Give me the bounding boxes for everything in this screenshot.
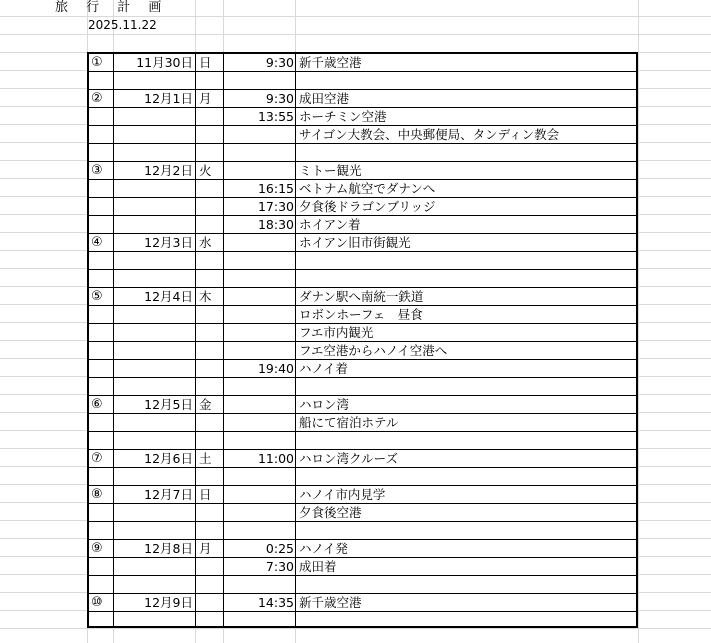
date-cell[interactable]	[115, 180, 193, 198]
weekday-cell[interactable]	[199, 360, 224, 378]
row-number[interactable]: ⑤	[91, 289, 103, 304]
description-cell[interactable]: フエ市内観光	[299, 325, 374, 340]
description-cell[interactable]	[299, 612, 639, 630]
date-cell[interactable]	[115, 414, 193, 432]
column-divider	[113, 54, 114, 626]
row-divider	[89, 449, 636, 450]
date-cell[interactable]: 12月6日	[144, 451, 193, 466]
row-divider	[89, 503, 636, 504]
row-number[interactable]	[91, 108, 113, 126]
weekday-cell[interactable]	[199, 612, 224, 630]
description-cell[interactable]: ハロン湾	[299, 397, 350, 412]
row-divider	[89, 323, 636, 324]
weekday-cell[interactable]	[199, 576, 224, 594]
time-cell[interactable]: 11:00	[257, 451, 294, 466]
time-cell[interactable]: 17:30	[257, 199, 294, 214]
description-cell[interactable]: ハノイ発	[299, 541, 348, 556]
sheet-title[interactable]: 旅 行 計 画	[55, 0, 169, 15]
weekday-cell[interactable]: 日	[199, 487, 212, 502]
row-divider	[89, 557, 636, 558]
weekday-cell[interactable]	[199, 378, 224, 396]
row-divider	[89, 377, 636, 378]
time-cell[interactable]	[226, 252, 294, 270]
row-number[interactable]: ⑩	[91, 595, 103, 610]
time-cell[interactable]	[226, 414, 294, 432]
row-number[interactable]	[91, 126, 113, 144]
description-cell[interactable]: 夕食後ドラゴンブリッジ	[299, 199, 436, 214]
row-divider	[89, 593, 636, 594]
row-divider	[89, 539, 636, 540]
weekday-cell[interactable]: 金	[199, 397, 212, 412]
row-number[interactable]	[91, 342, 113, 360]
date-cell[interactable]	[115, 504, 193, 522]
date-cell[interactable]	[115, 468, 193, 486]
row-number[interactable]	[91, 324, 113, 342]
row-divider	[89, 71, 636, 72]
description-cell[interactable]: ミトー観光	[299, 163, 362, 178]
date-cell[interactable]: 12月7日	[144, 487, 193, 502]
time-cell[interactable]: 0:25	[265, 541, 294, 556]
weekday-cell[interactable]	[199, 306, 224, 324]
date-cell[interactable]: 12月3日	[144, 235, 193, 250]
description-cell[interactable]	[299, 144, 639, 162]
weekday-cell[interactable]	[199, 252, 224, 270]
row-number[interactable]	[91, 216, 113, 234]
weekday-cell[interactable]: 月	[199, 91, 212, 106]
row-number[interactable]: ⑦	[91, 451, 103, 466]
date-cell[interactable]	[115, 342, 193, 360]
description-cell[interactable]	[299, 576, 639, 594]
row-number[interactable]	[91, 432, 113, 450]
time-cell[interactable]	[226, 378, 294, 396]
row-divider	[89, 251, 636, 252]
row-number[interactable]	[91, 252, 113, 270]
time-cell[interactable]	[226, 486, 294, 504]
description-cell[interactable]: ベトナム航空でダナンへ	[299, 181, 436, 196]
time-cell[interactable]	[226, 576, 294, 594]
time-cell[interactable]	[226, 72, 294, 90]
row-divider	[89, 215, 636, 216]
time-cell[interactable]	[226, 162, 294, 180]
time-cell[interactable]	[226, 306, 294, 324]
row-divider	[89, 287, 636, 288]
time-cell[interactable]	[226, 396, 294, 414]
weekday-cell[interactable]: 木	[199, 289, 212, 304]
description-cell[interactable]: 新千歳空港	[299, 55, 362, 70]
date-cell[interactable]	[115, 612, 193, 630]
row-number[interactable]	[91, 504, 113, 522]
time-cell[interactable]: 19:40	[257, 361, 294, 376]
itinerary-table	[87, 52, 638, 628]
description-cell[interactable]: ホイアン旧市街観光	[299, 235, 411, 250]
row-number[interactable]: ①	[91, 55, 103, 70]
row-number[interactable]: ②	[91, 91, 103, 106]
date-cell[interactable]: 12月4日	[144, 289, 193, 304]
row-divider	[89, 233, 636, 234]
description-cell[interactable]: ハノイ着	[299, 361, 348, 376]
description-cell[interactable]	[299, 72, 639, 90]
weekday-cell[interactable]: 水	[199, 235, 212, 250]
row-number[interactable]	[91, 360, 113, 378]
row-divider	[89, 341, 636, 342]
date-cell[interactable]: 12月1日	[144, 91, 193, 106]
date-cell[interactable]: 12月2日	[144, 163, 193, 178]
date-cell[interactable]	[115, 360, 193, 378]
time-cell[interactable]	[226, 144, 294, 162]
row-number[interactable]	[91, 72, 113, 90]
row-divider	[89, 413, 636, 414]
row-number[interactable]	[91, 180, 113, 198]
row-number[interactable]	[91, 306, 113, 324]
description-cell[interactable]: 成田空港	[299, 91, 350, 106]
time-cell[interactable]: 18:30	[257, 217, 294, 232]
description-cell[interactable]: ホーチミン空港	[299, 109, 387, 124]
row-number[interactable]: ④	[91, 235, 103, 250]
time-cell[interactable]	[226, 432, 294, 450]
description-cell[interactable]	[299, 432, 639, 450]
row-number[interactable]: ⑨	[91, 541, 103, 556]
date-cell[interactable]	[115, 306, 193, 324]
description-cell[interactable]: ハロン湾クルーズ	[299, 451, 399, 466]
sheet-date[interactable]: 2025.11.22	[88, 18, 157, 32]
weekday-cell[interactable]	[199, 180, 224, 198]
date-cell[interactable]	[115, 198, 193, 216]
time-cell[interactable]	[226, 324, 294, 342]
row-number[interactable]	[91, 522, 113, 540]
row-divider	[89, 179, 636, 180]
date-cell[interactable]: 12月8日	[144, 541, 193, 556]
description-cell[interactable]: サイゴン大教会、中央郵便局、タンディン教会	[299, 127, 560, 142]
row-number[interactable]: ⑥	[91, 397, 103, 412]
date-cell[interactable]	[115, 576, 193, 594]
weekday-cell[interactable]	[199, 144, 224, 162]
row-divider	[89, 143, 636, 144]
time-cell[interactable]	[226, 342, 294, 360]
row-number[interactable]	[91, 612, 113, 630]
weekday-cell[interactable]	[199, 126, 224, 144]
time-cell[interactable]	[226, 270, 294, 288]
description-cell[interactable]: 新千歳空港	[299, 595, 362, 610]
row-divider	[89, 197, 636, 198]
row-number[interactable]	[91, 576, 113, 594]
row-number[interactable]	[91, 558, 113, 576]
column-divider	[195, 54, 196, 626]
weekday-cell[interactable]: 火	[199, 163, 212, 178]
time-cell[interactable]	[226, 612, 294, 630]
row-divider	[89, 485, 636, 486]
row-divider	[89, 431, 636, 432]
description-cell[interactable]	[299, 270, 639, 288]
weekday-cell[interactable]	[199, 108, 224, 126]
description-cell[interactable]: 船にて宿泊ホテル	[299, 415, 399, 430]
time-cell[interactable]: 7:30	[265, 559, 294, 574]
row-number[interactable]: ⑧	[91, 487, 103, 502]
row-number[interactable]	[91, 468, 113, 486]
time-cell[interactable]	[226, 288, 294, 306]
weekday-cell[interactable]: 月	[199, 541, 212, 556]
row-divider	[89, 89, 636, 90]
row-number[interactable]	[91, 144, 113, 162]
weekday-cell[interactable]	[199, 594, 224, 612]
weekday-cell[interactable]	[199, 432, 224, 450]
row-divider	[89, 467, 636, 468]
weekday-cell[interactable]	[199, 558, 224, 576]
row-number[interactable]: ③	[91, 163, 103, 178]
date-cell[interactable]	[115, 108, 193, 126]
date-cell[interactable]	[115, 378, 193, 396]
weekday-cell[interactable]	[199, 324, 224, 342]
gridline-horizontal	[0, 34, 711, 35]
row-divider	[89, 611, 636, 612]
date-cell[interactable]	[115, 558, 193, 576]
date-cell[interactable]	[115, 324, 193, 342]
description-cell[interactable]: フエ空港からハノイ空港へ	[299, 343, 448, 358]
date-cell[interactable]	[115, 216, 193, 234]
weekday-cell[interactable]	[199, 468, 224, 486]
row-number[interactable]	[91, 270, 113, 288]
time-cell[interactable]	[226, 522, 294, 540]
date-cell[interactable]: 11月30日	[136, 55, 193, 70]
description-cell[interactable]: 夕食後空港	[299, 505, 362, 520]
row-divider	[89, 305, 636, 306]
weekday-cell[interactable]	[199, 216, 224, 234]
time-cell[interactable]: 9:30	[265, 91, 294, 106]
row-divider	[89, 395, 636, 396]
weekday-cell[interactable]	[199, 522, 224, 540]
row-divider	[89, 161, 636, 162]
description-cell[interactable]	[299, 378, 639, 396]
description-cell[interactable]: ダナン駅へ南統一鉄道	[299, 289, 424, 304]
description-cell[interactable]	[299, 252, 639, 270]
weekday-cell[interactable]	[199, 504, 224, 522]
weekday-cell[interactable]: 日	[199, 55, 212, 70]
time-cell[interactable]	[226, 504, 294, 522]
description-cell[interactable]	[299, 468, 639, 486]
time-cell[interactable]: 14:35	[257, 595, 294, 610]
weekday-cell[interactable]	[199, 72, 224, 90]
row-divider	[89, 359, 636, 360]
description-cell[interactable]: 成田着	[299, 559, 337, 574]
weekday-cell[interactable]	[199, 414, 224, 432]
date-cell[interactable]	[115, 72, 193, 90]
date-cell[interactable]	[115, 126, 193, 144]
row-number[interactable]	[91, 378, 113, 396]
row-divider	[89, 521, 636, 522]
date-cell[interactable]	[115, 252, 193, 270]
date-cell[interactable]	[115, 432, 193, 450]
weekday-cell[interactable]: 土	[199, 451, 212, 466]
row-number[interactable]	[91, 198, 113, 216]
description-cell[interactable]	[299, 522, 639, 540]
row-divider	[89, 575, 636, 576]
date-cell[interactable]	[115, 270, 193, 288]
row-divider	[89, 269, 636, 270]
weekday-cell[interactable]	[199, 270, 224, 288]
date-cell[interactable]	[115, 522, 193, 540]
weekday-cell[interactable]	[199, 198, 224, 216]
row-number[interactable]	[91, 414, 113, 432]
time-cell[interactable]: 16:15	[257, 181, 294, 196]
weekday-cell[interactable]	[199, 342, 224, 360]
time-cell[interactable]: 9:30	[265, 55, 294, 70]
date-cell[interactable]: 12月9日	[144, 595, 193, 610]
column-divider	[295, 54, 296, 626]
time-cell[interactable]	[226, 126, 294, 144]
description-cell[interactable]: ホイアン着	[299, 217, 361, 232]
description-cell[interactable]: ハノイ市内見学	[299, 487, 386, 502]
date-cell[interactable]: 12月5日	[144, 397, 193, 412]
time-cell[interactable]	[226, 234, 294, 252]
description-cell[interactable]: ロボンホーフェ 昼食	[299, 307, 423, 322]
time-cell[interactable]	[226, 468, 294, 486]
date-cell[interactable]	[115, 144, 193, 162]
time-cell[interactable]: 13:55	[257, 109, 294, 124]
row-divider	[89, 107, 636, 108]
row-divider	[89, 125, 636, 126]
